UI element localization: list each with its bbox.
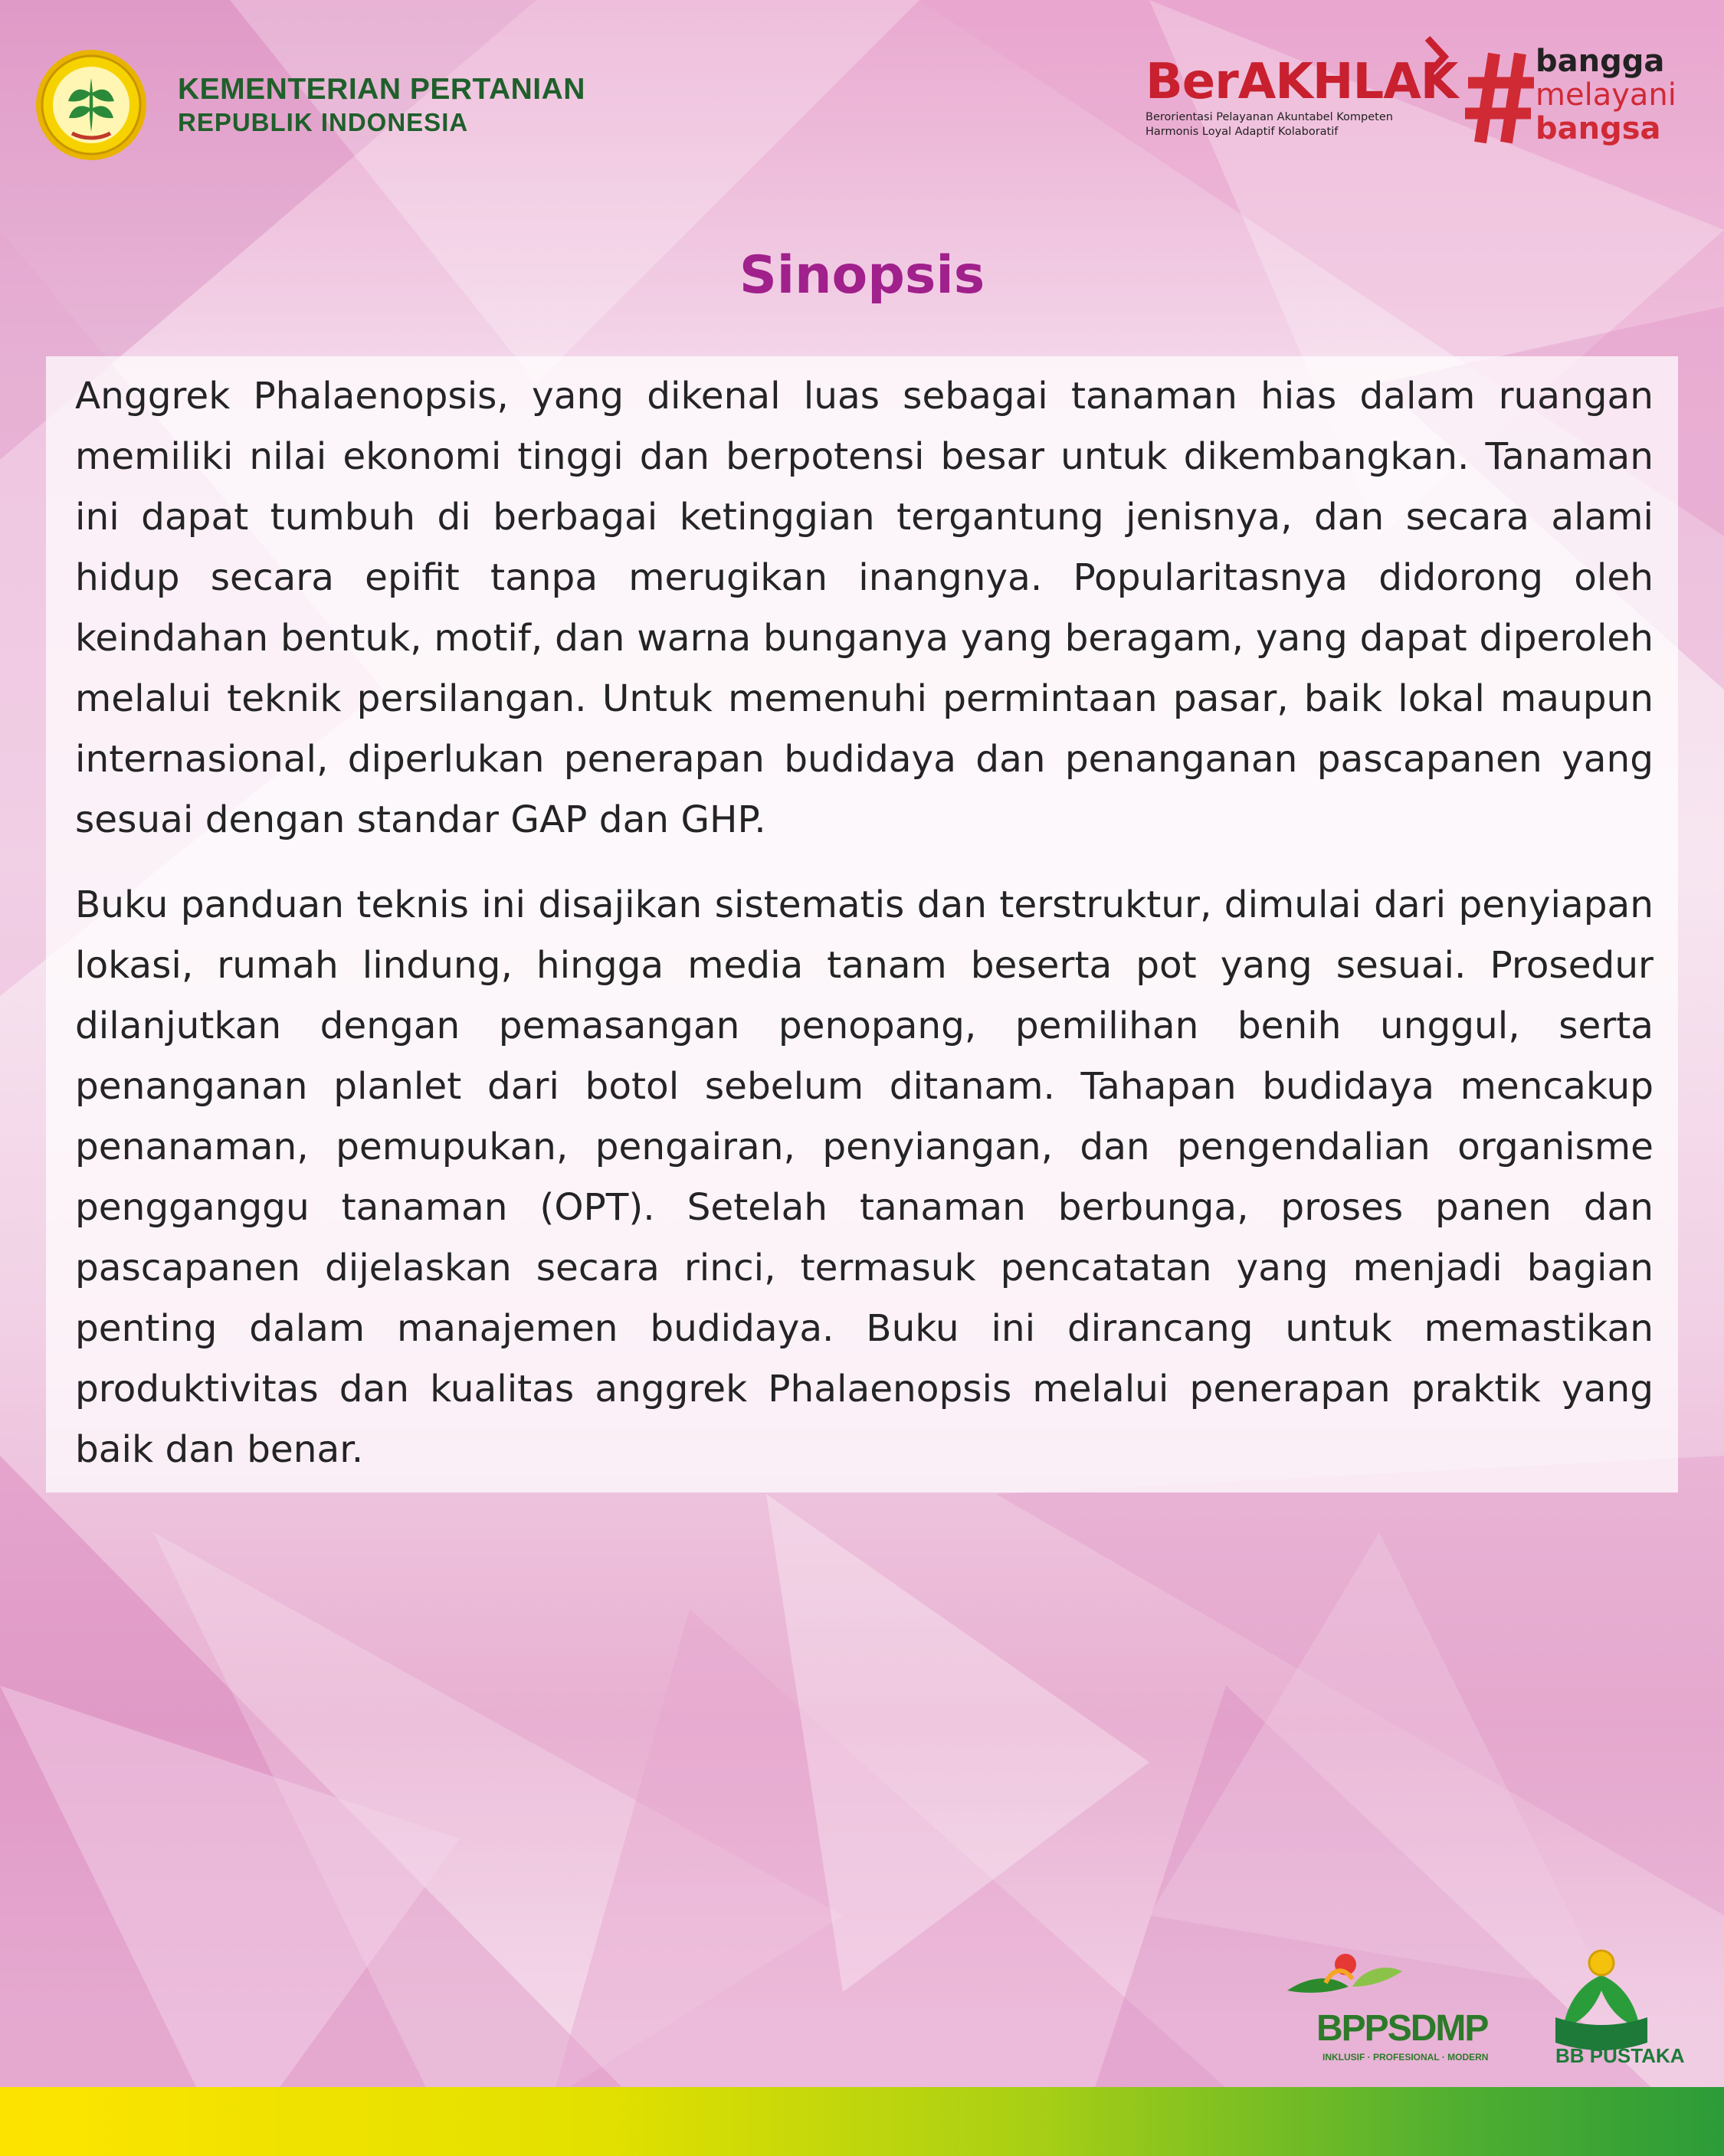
bppsdmp-tagline: INKLUSIF · PROFESIONAL · MODERN: [1322, 2052, 1489, 2063]
bbpustaka-wordmark: BB PUSTAKA: [1555, 2044, 1685, 2067]
melayani-word: melayani: [1536, 77, 1676, 113]
berakhlak-brand: BerAKHLAK: [1146, 54, 1458, 110]
page-title: Sinopsis: [739, 245, 985, 306]
bppsdmp-wordmark: BPPSDMP: [1316, 2008, 1488, 2049]
ministry-line-2: REPUBLIK INDONESIA: [178, 108, 469, 136]
footer-gradient-bar: [0, 2087, 1724, 2156]
synopsis-paragraph-1: Anggrek Phalaenopsis, yang dikenal luas sebagai tanaman hias dalam ruangan memiliki nilai ekonomi tinggi dan berpotensi besar untuk dikembangkan. Tanaman ini dapat tumbuh di berbagai ketinggian tergantung jenisnya, dan secara alami hidup secara epifit tanpa merugikan inangnya. Popularitasnya didorong oleh keindahan bentuk, motif, dan warna bunganya yang beragam, yang dapat diperoleh melalui teknik persilangan. Untuk memenuhi permintaan pasar, baik lokal maupun internasional, diperlukan penerapan budidaya dan penanganan pascapanen yang sesuai dengan standar GAP dan GHP.: [75, 375, 1654, 841]
synopsis-paragraph-2: Buku panduan teknis ini disajikan sistematis dan terstruktur, dimulai dari penyiapan lokasi, rumah lindung, hingga media tanam beserta pot yang sesuai. Prosedur dilanjutkan dengan pemasangan penopang, pemilihan benih unggul, serta penanganan planlet dari botol sebelum ditanam. Tahapan budidaya mencakup penanaman, pemupukan, pengairan, penyiangan, dan pengendalian organisme pengganggu tanaman (OPT). Setelah tanaman berbunga, proses panen dan pascapanen dijelaskan secara rinci, termasuk pencatatan yang menjadi bagian penting dalam manajemen budidaya. Buku ini dirancang untuk memastikan produktivitas dan kualitas anggrek Phalaenopsis melalui penerapan praktik yang baik dan benar.: [75, 883, 1654, 1471]
bangga-word: bangga: [1536, 44, 1665, 79]
bangga-melayani-bangsa-logo: [1463, 44, 1686, 152]
kementan-emblem-icon: [34, 48, 149, 162]
synopsis-text: [75, 366, 1654, 1505]
chevron-right-icon: [1423, 34, 1454, 80]
bangsa-word: bangsa: [1536, 111, 1661, 146]
berakhlak-tagline-1: Berorientasi Pelayanan Akuntabel Kompeten: [1146, 111, 1393, 123]
ministry-line-1: KEMENTERIAN PERTANIAN: [178, 73, 585, 106]
hashtag-icon: [1463, 49, 1537, 147]
berakhlak-logo: [1146, 54, 1458, 161]
ministry-name: [178, 72, 585, 138]
berakhlak-tagline-2: Harmonis Loyal Adaptif Kolaboratif: [1146, 126, 1339, 138]
footer-logos: [1280, 1945, 1693, 2067]
